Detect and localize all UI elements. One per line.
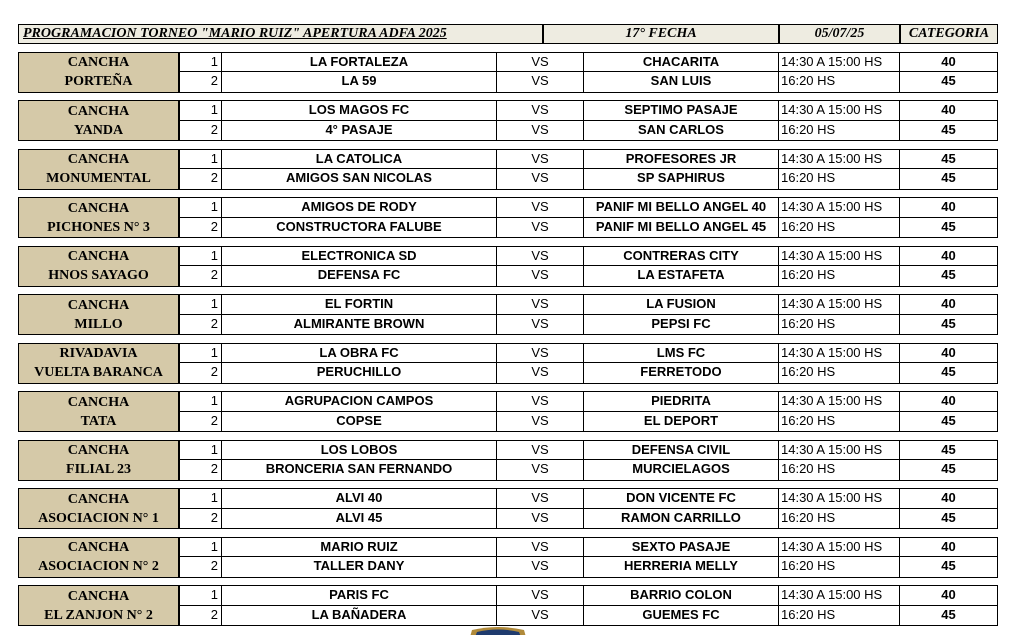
away-team: PIEDRITA xyxy=(583,391,779,412)
venue-name-line: MILLO xyxy=(74,316,123,332)
away-team: LA ESTAFETA xyxy=(583,266,779,287)
venue-name-line: CANCHA xyxy=(67,55,130,70)
versus-label: VS xyxy=(497,218,583,239)
match-time: 16:20 HS xyxy=(779,121,900,142)
venue-name-line: CANCHA xyxy=(67,491,130,507)
versus-label: VS xyxy=(497,169,583,190)
venue-name-line: MONUMENTAL xyxy=(46,171,151,186)
away-team: DEFENSA CIVIL xyxy=(583,440,779,461)
categoria-header: CATEGORIA xyxy=(900,24,998,44)
home-team: DEFENSA FC xyxy=(222,266,497,287)
home-team: MARIO RUIZ xyxy=(222,537,497,558)
venue-cell xyxy=(18,52,179,93)
away-team: MURCIELAGOS xyxy=(583,460,779,481)
venue-cell xyxy=(18,149,179,190)
group-spacer xyxy=(18,190,998,198)
home-team: LOS LOBOS xyxy=(222,440,497,461)
home-team: EL FORTIN xyxy=(222,294,497,315)
match-category: 40 xyxy=(900,100,998,121)
away-team: SAN CARLOS xyxy=(583,121,779,142)
match-time: 14:30 A 15:00 HS xyxy=(779,585,900,606)
versus-label: VS xyxy=(497,557,583,578)
venue-cell xyxy=(18,343,179,384)
match-time: 14:30 A 15:00 HS xyxy=(779,197,900,218)
match-time: 16:20 HS xyxy=(779,218,900,239)
venue-name-line: PICHONES N° 3 xyxy=(47,219,150,235)
match-time: 14:30 A 15:00 HS xyxy=(779,246,900,267)
match-number: 2 xyxy=(179,557,222,578)
venue-cell xyxy=(18,294,179,335)
group-spacer xyxy=(18,335,998,343)
venue-group xyxy=(18,343,998,384)
match-time: 14:30 A 15:00 HS xyxy=(779,488,900,509)
match-number: 1 xyxy=(179,294,222,315)
venue-name-line: PORTEÑA xyxy=(64,74,133,89)
match-time: 14:30 A 15:00 HS xyxy=(779,537,900,558)
match-number: 1 xyxy=(179,440,222,461)
match-category: 40 xyxy=(900,197,998,218)
group-spacer xyxy=(18,44,998,52)
away-team: SEPTIMO PASAJE xyxy=(583,100,779,121)
match-number: 2 xyxy=(179,460,222,481)
league-logo xyxy=(466,624,530,635)
venue-cell xyxy=(18,100,179,141)
versus-label: VS xyxy=(497,294,583,315)
match-time: 16:20 HS xyxy=(779,509,900,530)
home-team: COPSE xyxy=(222,412,497,433)
match-category: 45 xyxy=(900,315,998,336)
match-time: 14:30 A 15:00 HS xyxy=(779,440,900,461)
versus-label: VS xyxy=(497,585,583,606)
match-time: 16:20 HS xyxy=(779,315,900,336)
venue-group xyxy=(18,294,998,335)
group-spacer xyxy=(18,141,998,149)
match-number: 1 xyxy=(179,343,222,364)
match-number: 2 xyxy=(179,72,222,93)
versus-label: VS xyxy=(497,266,583,287)
home-team: LA BAÑADERA xyxy=(222,606,497,627)
home-team: PARIS FC xyxy=(222,585,497,606)
match-category: 40 xyxy=(900,537,998,558)
home-team: ALMIRANTE BROWN xyxy=(222,315,497,336)
match-category: 45 xyxy=(900,412,998,433)
venue-name-line: TATA xyxy=(80,413,117,429)
match-time: 16:20 HS xyxy=(779,460,900,481)
venue-name-line: YANDA xyxy=(73,122,124,138)
match-category: 40 xyxy=(900,488,998,509)
match-time: 14:30 A 15:00 HS xyxy=(779,100,900,121)
match-category: 45 xyxy=(900,460,998,481)
match-time: 16:20 HS xyxy=(779,266,900,287)
versus-label: VS xyxy=(497,460,583,481)
match-category: 45 xyxy=(900,149,998,170)
versus-label: VS xyxy=(497,52,583,73)
match-number: 2 xyxy=(179,412,222,433)
home-team: LA FORTALEZA xyxy=(222,52,497,73)
versus-label: VS xyxy=(497,412,583,433)
venue-group xyxy=(18,440,998,481)
match-time: 16:20 HS xyxy=(779,412,900,433)
home-team: AMIGOS DE RODY xyxy=(222,197,497,218)
versus-label: VS xyxy=(497,391,583,412)
away-team: PANIF MI BELLO ANGEL 40 xyxy=(583,197,779,218)
venue-groups xyxy=(18,44,998,626)
venue-name-line: CANCHA xyxy=(67,297,130,313)
match-time: 16:20 HS xyxy=(779,169,900,190)
schedule-sheet xyxy=(18,24,998,626)
venue-cell xyxy=(18,246,179,287)
match-category: 45 xyxy=(900,72,998,93)
match-number: 1 xyxy=(179,100,222,121)
away-team: RAMON CARRILLO xyxy=(583,509,779,530)
home-team: BRONCERIA SAN FERNANDO xyxy=(222,460,497,481)
venue-name-line: FILIAL 23 xyxy=(66,462,131,477)
versus-label: VS xyxy=(497,343,583,364)
venue-group xyxy=(18,585,998,626)
venue-name-line: CANCHA xyxy=(67,588,130,604)
away-team: EL DEPORT xyxy=(583,412,779,433)
venue-cell xyxy=(18,537,179,578)
away-team: LMS FC xyxy=(583,343,779,364)
versus-label: VS xyxy=(497,537,583,558)
home-team: ELECTRONICA SD xyxy=(222,246,497,267)
venue-name-line: ASOCIACION N° 2 xyxy=(38,559,159,574)
group-spacer xyxy=(18,481,998,489)
group-spacer xyxy=(18,384,998,392)
match-category: 40 xyxy=(900,52,998,73)
match-category: 45 xyxy=(900,169,998,190)
venue-name-line: CANCHA xyxy=(67,540,130,555)
away-team: PROFESORES JR xyxy=(583,149,779,170)
home-team: 4° PASAJE xyxy=(222,121,497,142)
venue-name-line: EL ZANJON N° 2 xyxy=(44,607,153,623)
versus-label: VS xyxy=(497,121,583,142)
away-team: DON VICENTE FC xyxy=(583,488,779,509)
home-team: CONSTRUCTORA FALUBE xyxy=(222,218,497,239)
group-spacer xyxy=(18,529,998,537)
home-team: AMIGOS SAN NICOLAS xyxy=(222,169,497,190)
versus-label: VS xyxy=(497,509,583,530)
match-category: 45 xyxy=(900,440,998,461)
away-team: CHACARITA xyxy=(583,52,779,73)
home-team: TALLER DANY xyxy=(222,557,497,578)
match-number: 2 xyxy=(179,606,222,627)
venue-cell xyxy=(18,197,179,238)
versus-label: VS xyxy=(497,149,583,170)
match-category: 40 xyxy=(900,391,998,412)
venue-group xyxy=(18,488,998,529)
venue-group xyxy=(18,537,998,578)
match-category: 45 xyxy=(900,509,998,530)
header-row xyxy=(18,24,998,44)
venue-name-line: HNOS SAYAGO xyxy=(48,268,149,283)
match-time: 14:30 A 15:00 HS xyxy=(779,391,900,412)
away-team: GUEMES FC xyxy=(583,606,779,627)
venue-group xyxy=(18,246,998,287)
venue-cell xyxy=(18,488,179,529)
match-time: 14:30 A 15:00 HS xyxy=(779,343,900,364)
match-category: 45 xyxy=(900,557,998,578)
versus-label: VS xyxy=(497,440,583,461)
versus-label: VS xyxy=(497,488,583,509)
match-number: 1 xyxy=(179,197,222,218)
match-time: 14:30 A 15:00 HS xyxy=(779,52,900,73)
match-category: 40 xyxy=(900,343,998,364)
match-number: 1 xyxy=(179,149,222,170)
match-category: 45 xyxy=(900,606,998,627)
tournament-title: PROGRAMACION TORNEO "MARIO RUIZ" APERTURA ADFA 2025 xyxy=(18,24,543,44)
match-number: 1 xyxy=(179,52,222,73)
versus-label: VS xyxy=(497,246,583,267)
match-number: 2 xyxy=(179,363,222,384)
group-spacer xyxy=(18,93,998,101)
venue-cell xyxy=(18,440,179,481)
match-time: 16:20 HS xyxy=(779,606,900,627)
match-time: 16:20 HS xyxy=(779,557,900,578)
venue-cell xyxy=(18,391,179,432)
match-category: 40 xyxy=(900,294,998,315)
home-team: ALVI 40 xyxy=(222,488,497,509)
venue-name-line: CANCHA xyxy=(67,152,130,167)
venue-group xyxy=(18,149,998,190)
match-category: 45 xyxy=(900,266,998,287)
match-number: 2 xyxy=(179,218,222,239)
match-number: 1 xyxy=(179,537,222,558)
venue-group xyxy=(18,100,998,141)
venue-name-line: CANCHA xyxy=(67,394,130,410)
home-team: ALVI 45 xyxy=(222,509,497,530)
home-team: LOS MAGOS FC xyxy=(222,100,497,121)
venue-name-line: VUELTA BARANCA xyxy=(34,365,163,380)
match-category: 40 xyxy=(900,246,998,267)
away-team: LA FUSION xyxy=(583,294,779,315)
match-number: 2 xyxy=(179,509,222,530)
match-number: 1 xyxy=(179,246,222,267)
away-team: PEPSI FC xyxy=(583,315,779,336)
match-time: 16:20 HS xyxy=(779,72,900,93)
versus-label: VS xyxy=(497,315,583,336)
away-team: HERRERIA MELLY xyxy=(583,557,779,578)
match-number: 2 xyxy=(179,121,222,142)
versus-label: VS xyxy=(497,363,583,384)
away-team: BARRIO COLON xyxy=(583,585,779,606)
match-time: 16:20 HS xyxy=(779,363,900,384)
versus-label: VS xyxy=(497,72,583,93)
venue-group xyxy=(18,197,998,238)
venue-name-line: CANCHA xyxy=(67,443,130,458)
versus-label: VS xyxy=(497,100,583,121)
venue-cell xyxy=(18,585,179,626)
match-number: 1 xyxy=(179,391,222,412)
match-number: 1 xyxy=(179,488,222,509)
home-team: AGRUPACION CAMPOS xyxy=(222,391,497,412)
match-number: 2 xyxy=(179,315,222,336)
match-category: 45 xyxy=(900,363,998,384)
group-spacer xyxy=(18,238,998,246)
group-spacer xyxy=(18,578,998,586)
match-category: 45 xyxy=(900,121,998,142)
match-category: 40 xyxy=(900,585,998,606)
group-spacer xyxy=(18,432,998,440)
group-spacer xyxy=(18,287,998,295)
match-time: 14:30 A 15:00 HS xyxy=(779,149,900,170)
home-team: PERUCHILLO xyxy=(222,363,497,384)
match-number: 2 xyxy=(179,169,222,190)
match-time: 14:30 A 15:00 HS xyxy=(779,294,900,315)
venue-name-line: CANCHA xyxy=(67,200,130,216)
home-team: LA OBRA FC xyxy=(222,343,497,364)
home-team: LA 59 xyxy=(222,72,497,93)
away-team: SAN LUIS xyxy=(583,72,779,93)
venue-name-line: CANCHA xyxy=(67,103,130,119)
match-number: 1 xyxy=(179,585,222,606)
versus-label: VS xyxy=(497,197,583,218)
venue-group xyxy=(18,52,998,93)
venue-name-line: CANCHA xyxy=(67,249,130,264)
away-team: FERRETODO xyxy=(583,363,779,384)
away-team: PANIF MI BELLO ANGEL 45 xyxy=(583,218,779,239)
venue-group xyxy=(18,391,998,432)
fecha-label: 17° FECHA xyxy=(543,24,779,44)
venue-name-line: ASOCIACION N° 1 xyxy=(38,510,159,526)
home-team: LA CATOLICA xyxy=(222,149,497,170)
venue-name-line: RIVADAVIA xyxy=(59,346,138,361)
away-team: SP SAPHIRUS xyxy=(583,169,779,190)
match-category: 45 xyxy=(900,218,998,239)
match-date: 05/07/25 xyxy=(779,24,900,44)
versus-label: VS xyxy=(497,606,583,627)
away-team: SEXTO PASAJE xyxy=(583,537,779,558)
match-number: 2 xyxy=(179,266,222,287)
away-team: CONTRERAS CITY xyxy=(583,246,779,267)
